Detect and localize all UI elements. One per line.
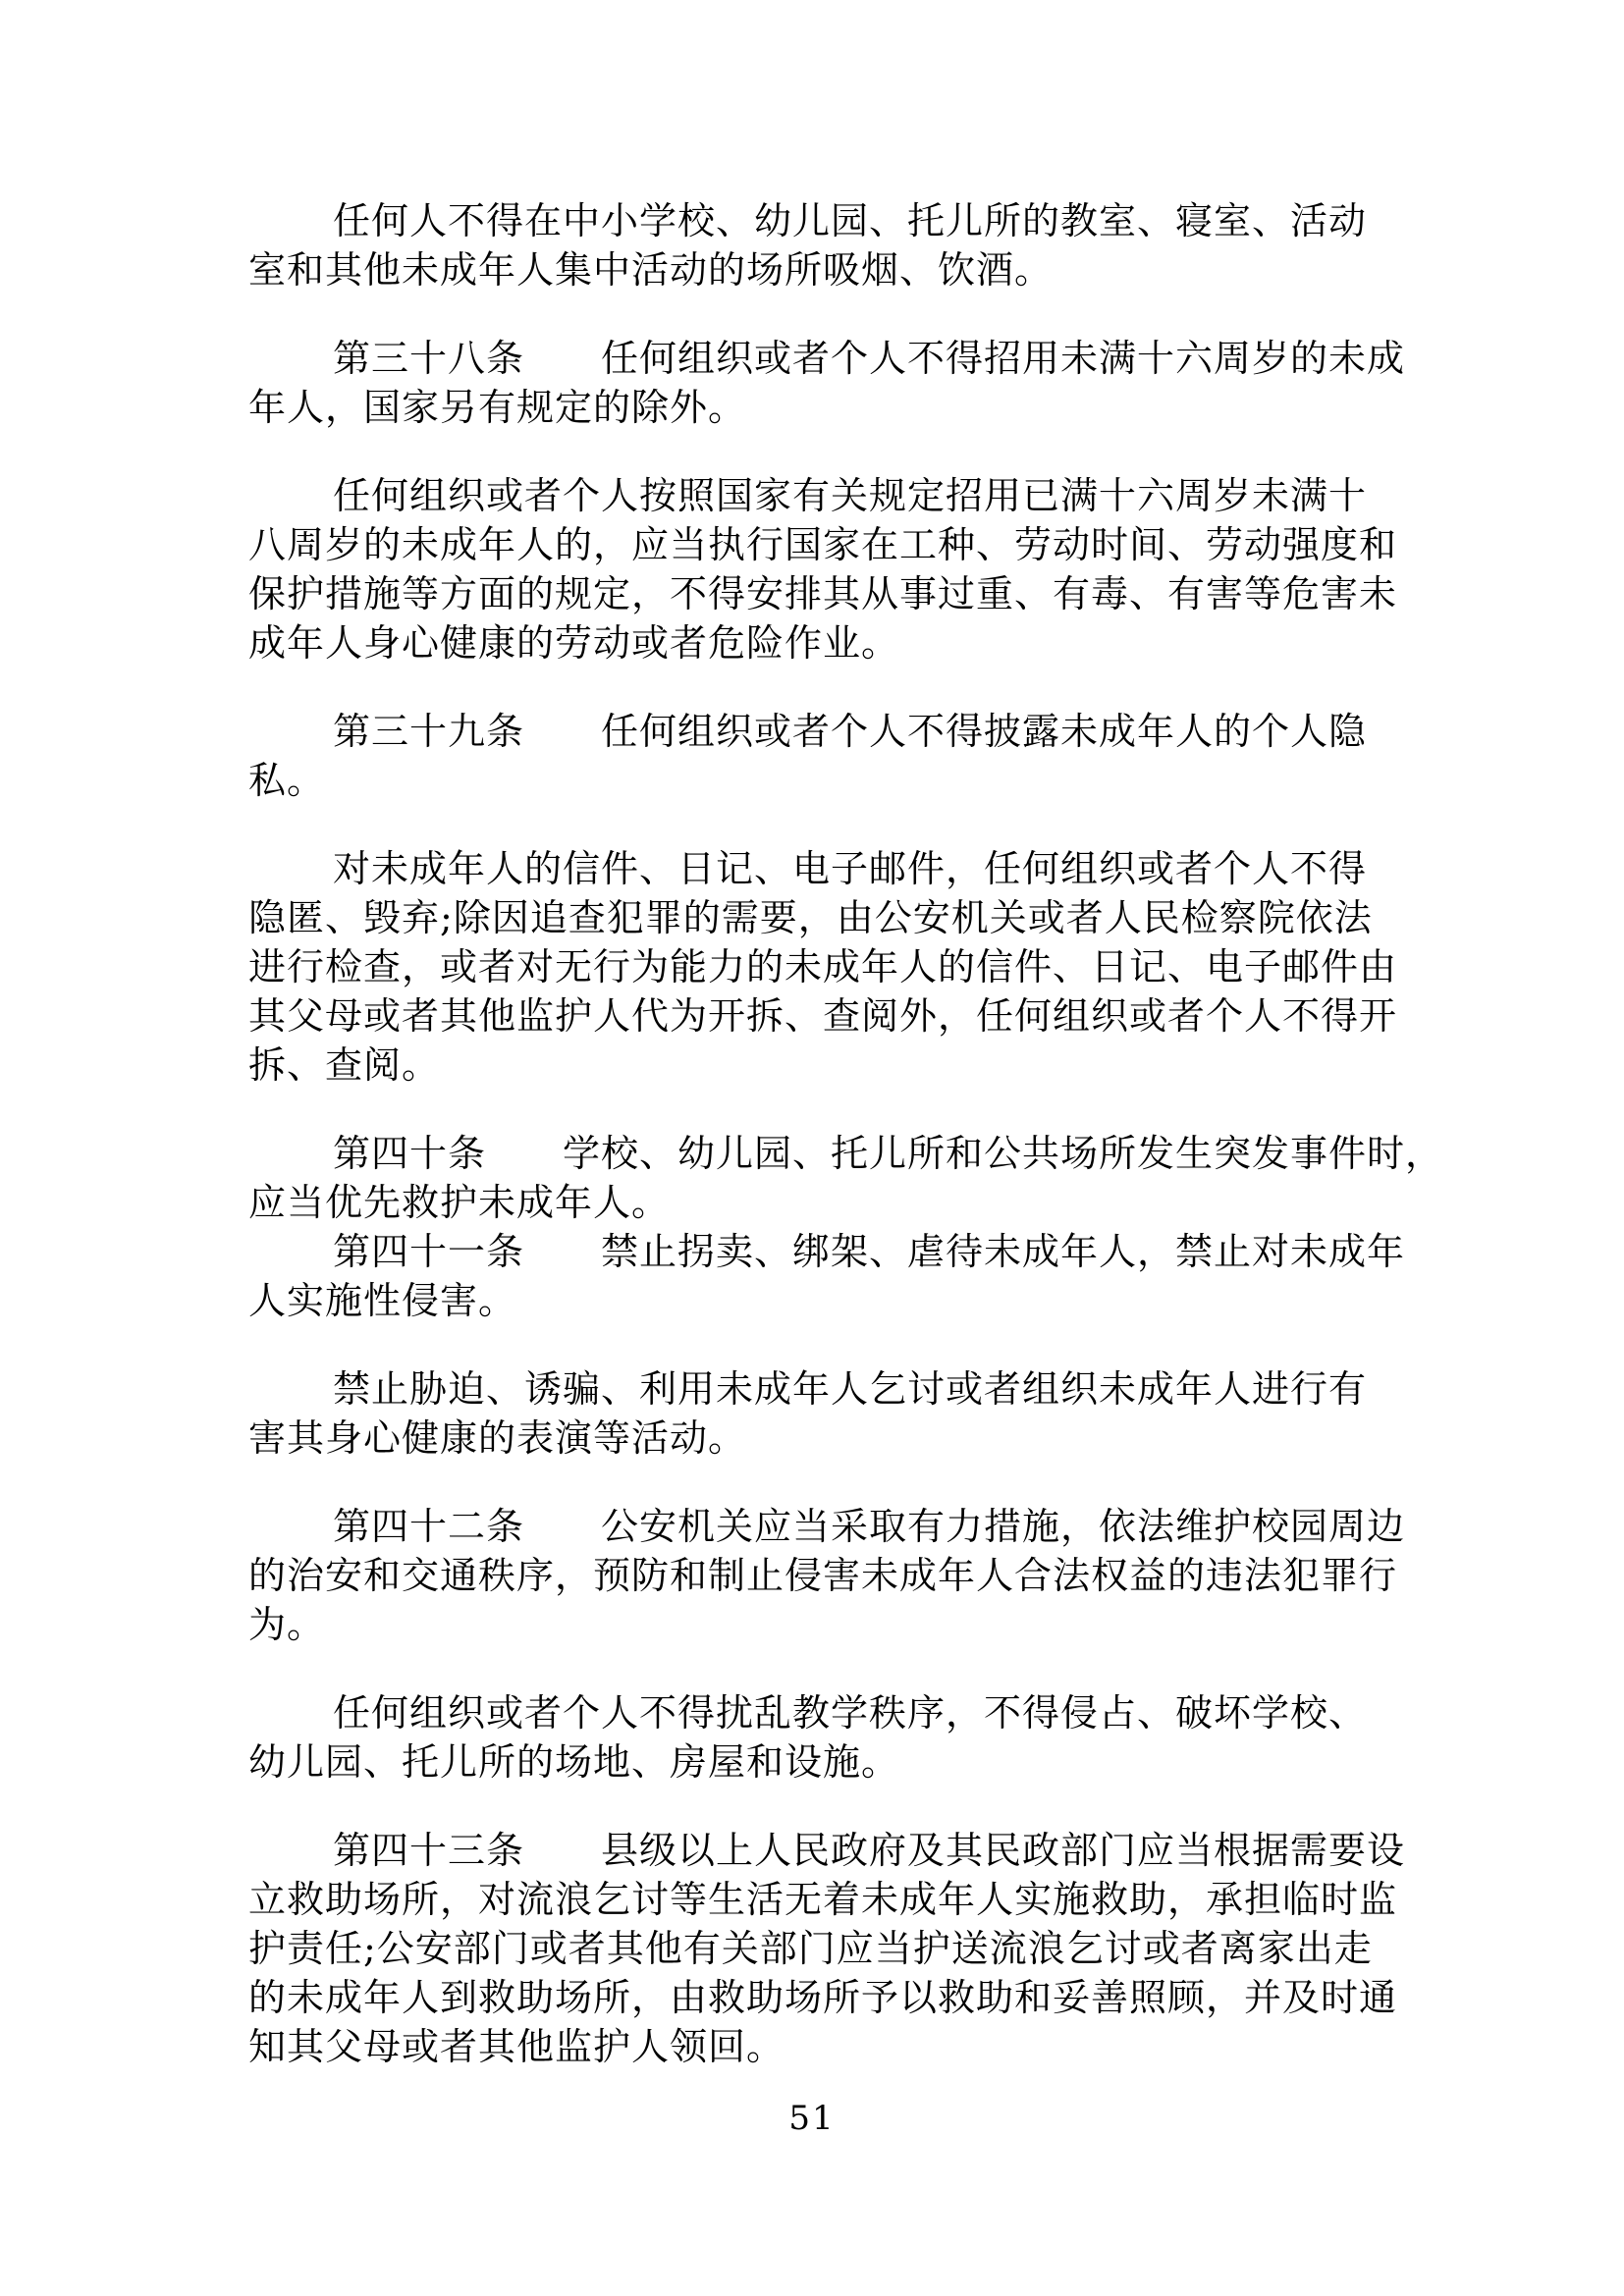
- text-line: 成年人身心健康的劳动或者危险作业。: [248, 621, 900, 665]
- text-line: 第四十条 学校、幼儿园、托儿所和公共场所发生突发事件时，: [333, 1132, 1444, 1175]
- text-line: 禁止胁迫、诱骗、利用未成年人乞讨或者组织未成年人进行有: [333, 1367, 1368, 1411]
- text-line: 知其父母或者其他监护人领回。: [248, 2025, 785, 2068]
- text-line: 私。: [248, 759, 326, 802]
- paragraph: [248, 471, 1436, 667]
- text-line: 害其身心健康的表演等活动。: [248, 1416, 747, 1460]
- paragraph: [248, 844, 1436, 1090]
- text-line: 第三十八条 任何组织或者个人不得招用未满十六周岁的未成: [333, 337, 1406, 380]
- text-line: 进行检查，或者对无行为能力的未成年人的信件、日记、电子邮件由: [248, 945, 1398, 988]
- text-line: 任何人不得在中小学校、幼儿园、托儿所的教室、寝室、活动: [333, 199, 1368, 242]
- paragraph: [248, 1227, 1436, 1325]
- paragraph: [248, 1502, 1436, 1649]
- text-line: 隐匿、毁弃;除因追查犯罪的需要，由公安机关或者人民检察院依法: [248, 896, 1373, 939]
- text-line: 为。: [248, 1603, 326, 1646]
- text-line: 应当优先救护未成年人。: [248, 1181, 671, 1224]
- text-line: 年人，国家另有规定的除外。: [248, 386, 747, 429]
- text-line: 任何组织或者个人按照国家有关规定招用已满十六周岁未满十: [333, 474, 1368, 517]
- paragraph: [248, 1129, 1444, 1227]
- text-line: 第四十二条 公安机关应当采取有力措施，依法维护校园周边: [333, 1505, 1406, 1548]
- page-content: [248, 196, 1444, 2071]
- text-line: 八周岁的未成年人的，应当执行国家在工种、劳动时间、劳动强度和: [248, 523, 1398, 566]
- text-line: 保护措施等方面的规定，不得安排其从事过重、有毒、有害等危害未: [248, 572, 1398, 615]
- paragraph: [248, 1364, 1436, 1463]
- text-line: 室和其他未成年人集中活动的场所吸烟、饮酒。: [248, 248, 1054, 292]
- text-line: 人实施性侵害。: [248, 1279, 517, 1322]
- text-line: 立救助场所，对流浪乞讨等生活无着未成年人实施救助，承担临时监: [248, 1878, 1398, 1921]
- paragraph: [248, 196, 1436, 294]
- page-number: 51: [788, 2099, 836, 2138]
- text-line: 拆、查阅。: [248, 1043, 441, 1087]
- paragraph: [248, 334, 1436, 432]
- text-line: 的治安和交通秩序，预防和制止侵害未成年人合法权益的违法犯罪行: [248, 1554, 1398, 1597]
- paragraph: [248, 1688, 1436, 1787]
- text-line: 第四十三条 县级以上人民政府及其民政部门应当根据需要设: [333, 1829, 1406, 1872]
- text-line: 的未成年人到救助场所，由救助场所予以救助和妥善照顾，并及时通: [248, 1976, 1398, 2019]
- paragraph: [248, 707, 1436, 805]
- text-line: 幼儿园、托儿所的场地、房屋和设施。: [248, 1740, 900, 1784]
- text-line: 护责任;公安部门或者其他有关部门应当护送流浪乞讨或者离家出走: [248, 1927, 1373, 1970]
- text-line: 第四十一条 禁止拐卖、绑架、虐待未成年人，禁止对未成年: [333, 1230, 1406, 1273]
- text-line: 对未成年人的信件、日记、电子邮件，任何组织或者个人不得: [333, 847, 1368, 890]
- text-line: 第三十九条 任何组织或者个人不得披露未成年人的个人隐: [333, 710, 1368, 753]
- text-line: 其父母或者其他监护人代为开拆、查阅外，任何组织或者个人不得开: [248, 994, 1398, 1038]
- paragraph: [248, 1826, 1436, 2071]
- text-line: 任何组织或者个人不得扰乱教学秩序，不得侵占、破坏学校、: [333, 1691, 1368, 1735]
